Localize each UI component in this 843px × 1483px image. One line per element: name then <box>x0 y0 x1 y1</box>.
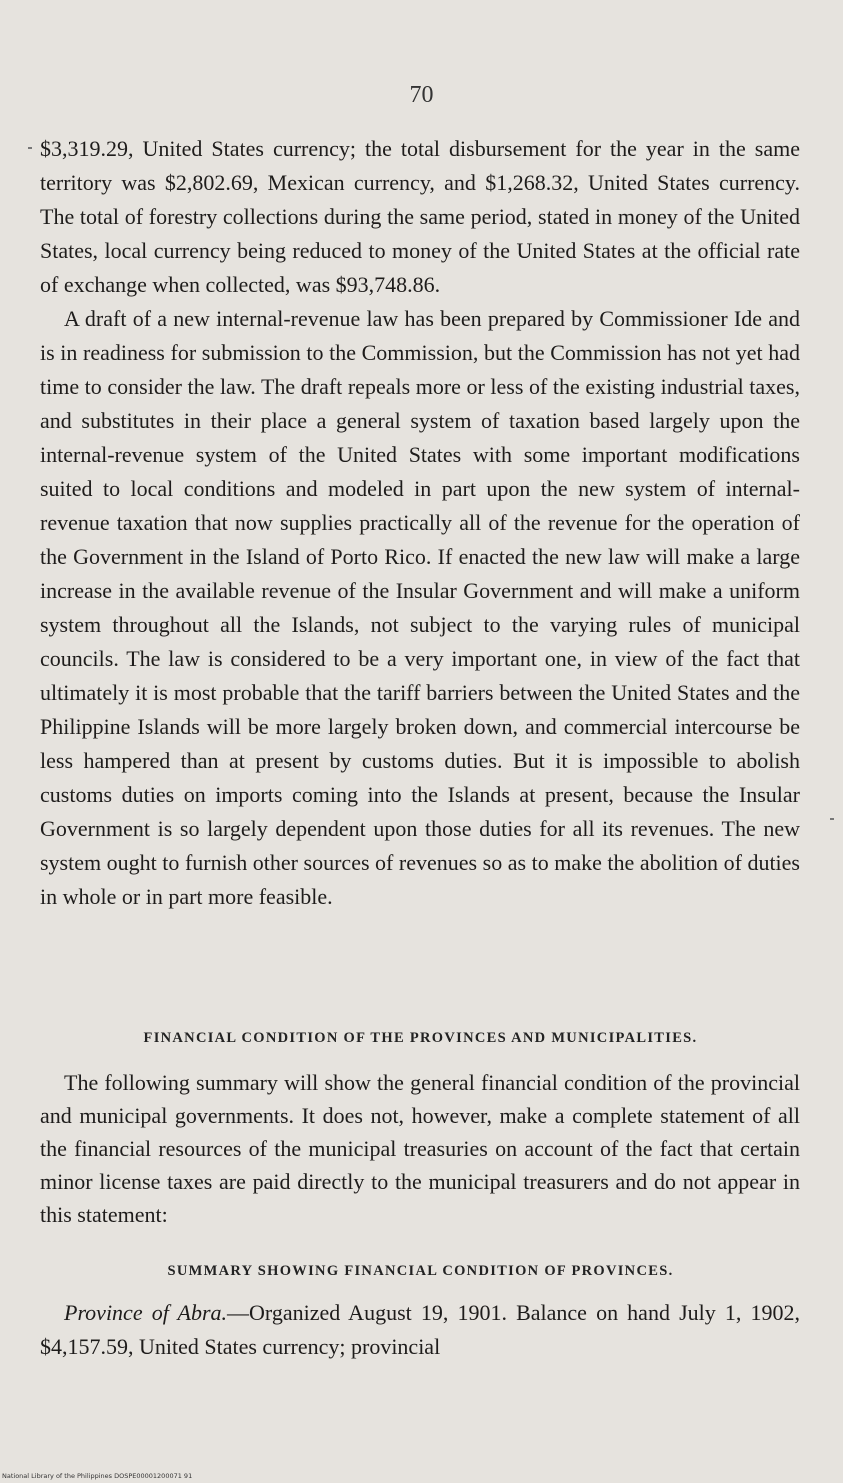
scan-footer: National Library of the Philippines DOSPE00001200071 91 <box>2 1472 193 1480</box>
province-text: —Organized August 19, 1901. Balance on hand July 1, 1902, $4,157.59, United States currency; provincial <box>40 1300 800 1359</box>
margin-mark <box>830 818 834 820</box>
paragraph-summary-intro: The following summary will show the general financial condition of the provincial and municipal governments. It does not, however, make a complete statement of all the financial resources of the municipal treasuries on account of the fact that certain minor license taxes are paid directly to the municipal treasurers and do not appear in this statement: <box>40 1070 800 1227</box>
province-entry <box>40 1296 800 1364</box>
province-name: Province of Abra. <box>64 1300 228 1325</box>
section-heading-summary: SUMMARY SHOWING FINANCIAL CONDITION OF PROVINCES. <box>167 1263 674 1279</box>
margin-mark <box>28 147 32 149</box>
paragraph-internal-revenue: A draft of a new internal-revenue law has been prepared by Commissioner Ide and is in readiness for submission to the Commission, but the Commission has not yet had time to consider the law. The draft repeals more or less of the existing industrial taxes, and substitutes in their place a general system of taxation based largely upon the internal-revenue system of the United States with some important modifications suited to local conditions and modeled in part upon the new system of internal-revenue taxation that now supplies practically all of the revenue for the operation of the Government in the Island of Porto Rico. If enacted the new law will make a large increase in the available revenue of the Insular Government and will make a uniform system throughout all the Islands, not subject to the varying rules of municipal councils. The law is considered to be a very important one, in view of the fact that ultimately it is most probable that the tariff barriers between the United States and the Philippine Islands will be more largely broken down, and commercial intercourse be less hampered than at present by customs duties. But it is impossible to abolish customs duties on imports coming into the Islands at present, because the Insular Government is so largely dependent upon those duties for all its revenues. The new system ought to furnish other sources of revenues so as to make the abolition of duties in whole or in part more feasible. <box>40 306 800 909</box>
section-heading-financial-condition: FINANCIAL CONDITION OF THE PROVINCES AND MUNICIPALITIES. <box>143 1030 698 1046</box>
page-number: 70 <box>409 82 434 108</box>
body-text <box>40 132 800 914</box>
paragraph-disbursement: $3,319.29, United States currency; the total disbursement for the year in the same territory was $2,802.69, Mexican currency, and $1,268.32, United States currency. The total of forestry collections during the same period, stated in money of the United States, local currency being reduced to money of the United States at the official rate of exchange when collected, was $93,748.86. <box>40 136 800 297</box>
